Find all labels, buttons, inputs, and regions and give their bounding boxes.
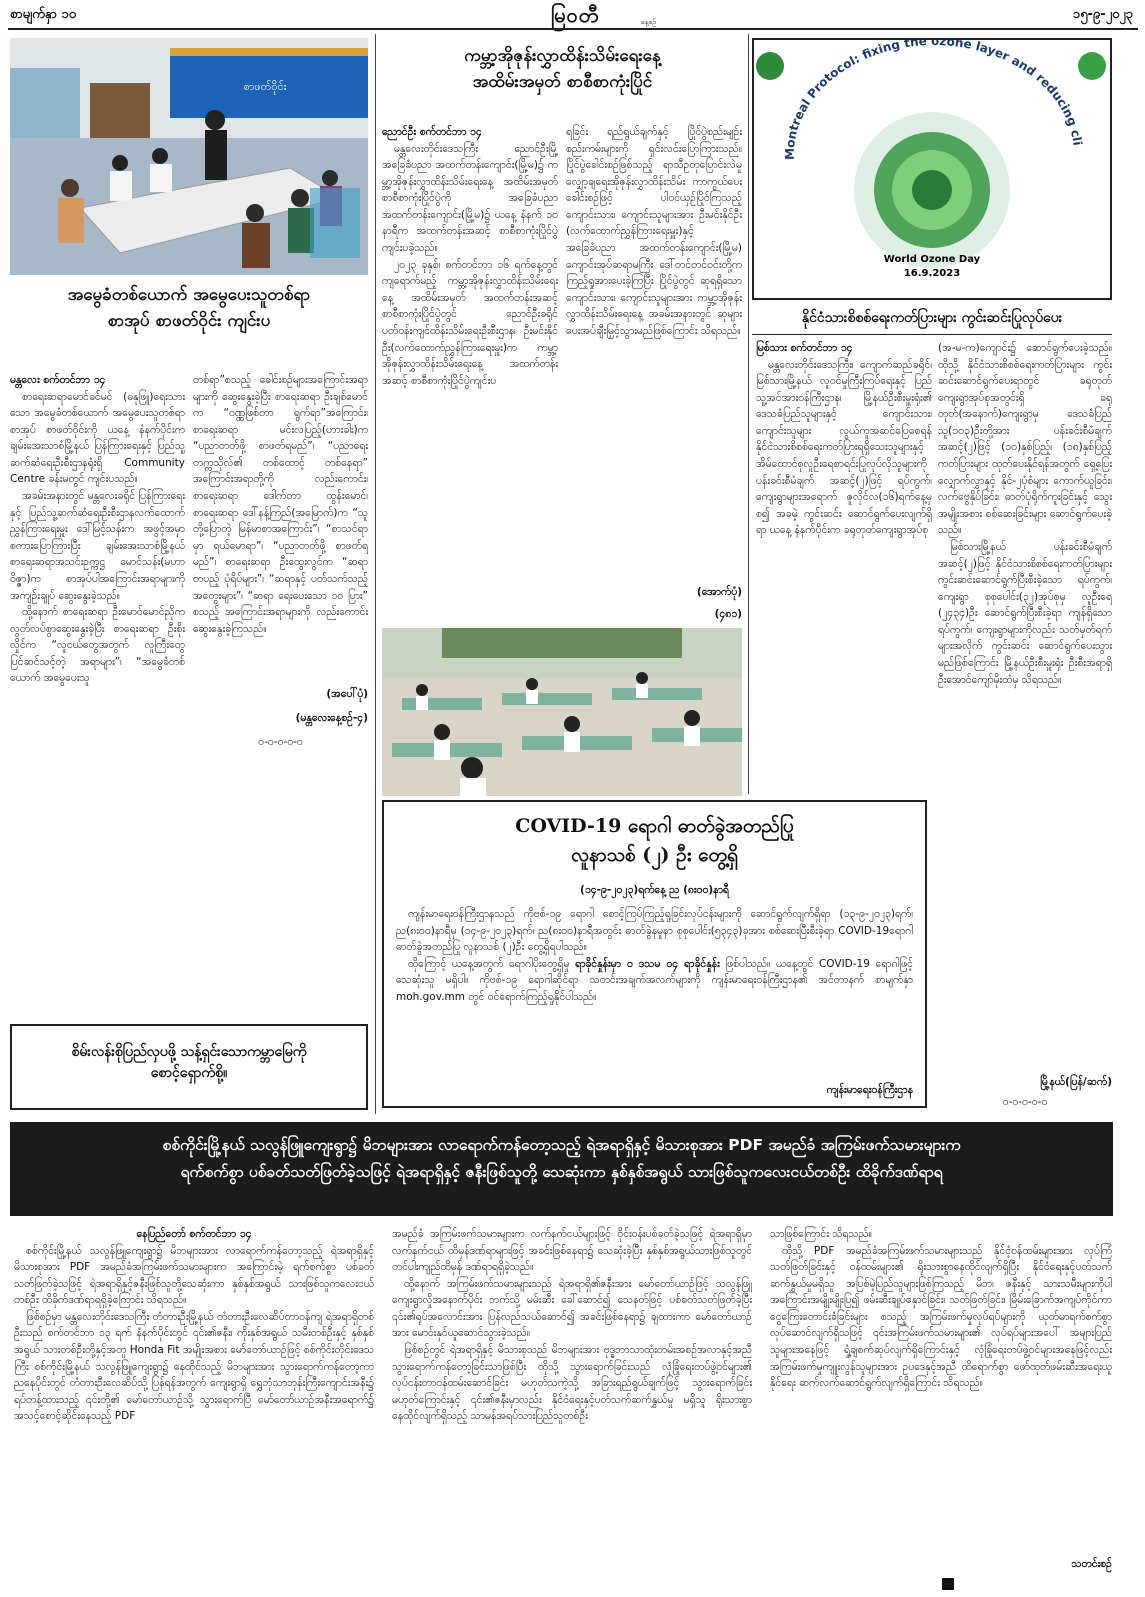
article2-title xyxy=(380,44,745,95)
masthead-title: မြဝတီ xyxy=(550,3,600,27)
lead-headline xyxy=(10,1132,1113,1186)
ozone-poster xyxy=(752,38,1112,300)
article3-title: နိုင်ငံသားစိစစ်ရေးကတ်ပြားများ ကွင်းဆင်းပြုလုပ်ပေး xyxy=(801,310,1063,326)
article2-para1: မန္တလေးတိုင်းဒေသကြီး ညောင်ဦးမြို့ အခြေခံပညာ အထက်တန်းကျောင်း(မြို့မ)၌ ကမ္ဘာ့အိုဇုန်းလွှာထိန်းသိမ်းရေးနေ့ အထိမ်းအမှတ် စာစီစာကုံးပြိုင်ပွဲကို အခြေခံပညာအထက်တန်းကျောင်း(မြို့မ)၌ ယနေ့ နံနက် ၁၀ နာရီက အထက်တန်းအဆင့် စာစီစာကုံးပြိုင်ပွဲ ကျင်းပခဲ့သည်။ xyxy=(382,142,558,255)
article4-col3 xyxy=(770,1226,1112,1526)
article3-col1 xyxy=(756,340,932,704)
article4-para5: ဖြစ်စဉ်တွင် ရဲအရာရှိနှင့် မိသားစုသည် မိဘများအား ဗုဒ္ဓဘာသာထုံးတမ်းအစဉ်အလာနှင့်အညီ သွားရောက်ကန်တော့ခြင်းသာဖြစ်ပြီး ထိုသို့ သွားရောက်ခြင်းသည် လုံခြုံရေးတပ်ဖွဲ့ဝင်များ၏ လုပ်ငန်းတာဝန်ထမ်းဆောင်ခြင်း မဟုတ်သကဲ့သို့ အခြားရည်ရွယ်ချက်ဖြင့် သွားရောက်ခြင်း မဟုတ်ကြောင်းနှင့် ၎င်း၏ဇနီးမှာလည်း နိုင်ငံရေးနှင့်ပတ်သက်ဆက်နွှယ်မှု မရှိသူ ရိုးသားစွာ နေထိုင်လျက်ရှိသည့် သာမန်အရပ်သားပြည်သူတစ်ဦး xyxy=(392,1344,752,1423)
article2-para2: ၂၀၂၃ ခုနှစ်၊ စက်တင်ဘာ ၁၆ ရက်နေ့တွင်ကျရောက်မည့် ကမ္ဘာ့အိုဇုန်းလွှာထိန်းသိမ်းရေးနေ့ အထိမ်းအမှတ် အထက်တန်းအဆင့် စာစီစာကုံးပြိုင်ပွဲတွင် ညောင်ဦးခရိုင် ပတ်ဝန်းကျင်ထိန်းသိမ်းရေးဦးစီးဌာန၊ ဦးမင်းနိုင်ဦး(လက်ထောက်ညွှန်ကြားရေးမှူး)က ကမ္ဘာ့အိုဇုန်းလွှာထိန်းသိမ်းရေးနေ့ အထက်တန်းအဆင့် စာစီစာကုံးပြိုင်ပွဲကျင်းပ xyxy=(382,258,558,387)
article1-title-line1: အမွေခံတစ်ယောက် အမွေပေးသူတစ်ရာ xyxy=(67,285,311,305)
article3-para1: မန္တလေးတိုင်းဒေသကြီး၊ ကျောက်ဆည်ခရိုင်၊ မြစ်သားမြို့နယ် လူဝင်မှုကြီးကြပ်ရေးနှင့် ပြည်သူ့အင်အားဝန်ကြီးဌာန၊ မြို့နယ်ဦးစီးမှူးရုံး၏ ဒေသခံပြည်သူများနှင့် ကျောင်းသား၊ ကျောင်းသူများ လွယ်ကူအဆင်ပြေစေရန် နိုင်ငံသားစိစစ်ရေးကတ်ပြားရရှိသေးသူများနှင့် အိမ်ထောင်စုလူဦးရေစာရင်းပြုလုပ်လိုသူများကို ပန်းခင်းစီမံချက် အဆင့်(၂)ဖြင့် ရပ်ကွက်၊ ကျေးရွာများအရောက် ဇူလိုင်လ(၁၆)ရက်နေ့မှစ၍ အခမဲ့ ကွင်းဆင်း ဆောင်ရွက်ပေးလျက်ရှိရာ ယနေ့ နံနက်ပိုင်းက ခရုတုတ်ကျေးရွာအုပ်စု xyxy=(756,358,932,537)
issue-date: ၁၅-၉-၂၀၂၃ xyxy=(1072,7,1133,22)
article4-para2: ဖြစ်စဉ်မှာ မန္တလေးတိုင်းဒေသကြီး တံတားဦးမြို့နယ် တံတားဦးလေဆိပ်တာဝန်ကျ ရဲအရာရှိတစ်ဦးသည် စက်တင်ဘာ ၁၃ ရက် နံနက်ပိုင်းတွင် ၎င်း၏ဇနီး၊ ကိုးနှစ်အရွယ် သမီးတစ်ဦးနှင့် နှစ်နှစ်အရွယ် သားတစ်ဦးတို့နှင့်အတူ Honda Fit အမျိုးအစား မော်တော်ယာဉ်ဖြင့် စစ်ကိုင်းတိုင်းဒေသကြီး စစ်ကိုင်းမြို့နယ် သလွန်ဖြူကျေးရွာ၌ နေထိုင်သည့် မိဘများအား သွားရောက်ကန်တော့ကာ ညနေပိုင်းတွင် တံတားဦးလေဆိပ်သို့ ပြန်ရန်အတွက် ကျေးရွာရှိ ရွှေဘုံသာဘုန်းကြီးကျောင်းအနီး၌ ရပ်တန့်ထားသည့် ၎င်းတို့၏ မော်တော်ယာဉ်သို့ သွားရောက်ပြီ မော်တော်ယာဉ်အနီးအရောက်၌ အသင့်စောင့်ဆိုင်းနေသည့် PDF xyxy=(14,1310,374,1423)
article3-col2-text: (အ-မ-က)ကျောင်း၌ ဆောင်ရွက်ပေးခဲ့သည်။ ထိုသို့ နိုင်ငံသားစိစစ်ရေးကတ်ပြားများ ကွင်းဆင်းဆောင်ရွက်ပေးရာတွင် ခရုတုတ်ကျေးရွာအုပ်စုအတွင်းရှိ ခရုတုတ်(အနောက်)ကျေးရွာမှ ဒေသခံပြည်သူ(၁၀၃)ဦးတို့အား ပန်းခင်းစီမံချက် အဆင့်(၂)ဖြင့် (၁၀)နှစ်ပြည့်၊ (၁၈)နှစ်ပြည့်ကတ်ပြားများ ထုတ်ပေးနိုင်ရန်အတွက် ရှေ့ပြေးလျှောက်လွှာနှင့် နိုင်-၂ပုံစံများ ကောက်ယူခြင်း၊ လက်ဗွေနှိပ်ခြင်း၊ ဓာတ်ပုံရိုက်ကူးခြင်းနှင့် သွေးအမျိုးအစား စစ်ဆေးခြင်းများ ဆောင်ရွက်ပေးခဲ့သည်။ xyxy=(938,342,1112,537)
article4-source: သတင်းစဉ် xyxy=(1071,1558,1112,1570)
poster-arc-text: Montreal Protocol: fixing the ozone layer and reducing cli xyxy=(782,40,1085,161)
article4-para3: အမည်ခံ အကြမ်းဖက်သမားများက လက်နက်ငယ်များဖြင့် ဝိုင်းဝန်းပစ်ခတ်ခဲ့သဖြင့် ရဲအရာရှိမှာ လက်နက်ငယ် ထိမှန်ဒဏ်ရာများဖြင့် အခင်းဖြစ်နေရာ၌ သေဆုံးခဲ့ပြီး နှစ်နှစ်အရွယ်သားဖြစ်သူတွင် တင်ပါးကျည်ထိမှန် ဒဏ်ရာရရှိခဲ့သည်။ xyxy=(392,1228,752,1274)
column-rule-2 xyxy=(748,34,749,794)
covid-para2-pre: ထိုကြောင့် ယနေ့အတွက် ရောဂါပိုးတွေ့ရှိမှု xyxy=(408,957,576,970)
covid-title-line2: လူနာသစ် (၂) ဦး တွေ့ရှိ xyxy=(571,843,738,866)
covid-body xyxy=(396,906,913,1056)
article2-col2-text: ရခြင်း ရည်ရွယ်ချက်နှင့် ပြိုင်ပွဲစည်းမျဉ်းစည်းကမ်းများကို ရှင်းလင်းပြောကြားသည်။ ပြိုင်ပွဲခေါင်းစဉ်ဖြစ်သည့် ရာသီဥတုပြောင်းလဲမှု လျှော့ချရေးအိုဇုန်းလွှာထိန်းသိမ်း ကာကွယ်ပေး ခေါင်းစဉ်ဖြင့် ပါဝင်ယှဉ်ပြိုင်ကြသည့် ကျောင်းသား၊ ကျောင်းသူများအား ဦးမင်းနိုင်ဦး (လက်ထောက်ညွှန်ကြားရေးမှူး)နှင့် အခြေခံပညာ အထက်တန်းကျောင်း(မြို့မ) ကျောင်းအုပ်ဆရာမကြီး ဒေါ်တင်တင်ဝင်းတို့က ကြည့်ရှုအားပေးခဲ့ကြပြီး ပြိုင်ပွဲတွင် ဆုရရှိသော ကျောင်းသား၊ ကျောင်းသူများအား ကမ္ဘာ့အိုဇုန်းလွှာထိန်းသိမ်းရေးနေ့ အခမ်းအနားတွင် ဆုများပေးအပ်ချီးမြှင့်သွားမည်ဖြစ်ကြောင်း သိရသည်။ xyxy=(566,126,742,337)
slogan-line2: စောင့်ရှောက်စို့။ xyxy=(150,1065,228,1081)
article2-dateline: ညောင်ဦး စက်တင်ဘာ ၁၄ xyxy=(382,126,482,138)
article1-para1: စာရေးဆရာမောင်ခင်မင် (ဓနုဖြူ)ရေးသားသော အမွေခံတစ်ယောက် အမွေပေးသူတစ်ရာ စာအုပ် စာဖတ်ဝိုင်းကို ယနေ့ နံနက်ပိုင်းက ချမ်းအေးသာစံမြို့နယ် ပြန်ကြားရေးနှင့် ပြည်သူ့ဆက်ဆံရေးဦးစီးဌာနရုံးရှိ Community Centre ခန်းမတွင် ကျင်းပသည်။ xyxy=(10,390,185,486)
article1-title-line2: စာအုပ် စာဖတ်ဝိုင်း ကျင်းပ xyxy=(107,310,271,331)
covid-title xyxy=(384,812,925,869)
photo-banner-text: စာဖတ်ဝိုင်း xyxy=(243,80,287,93)
article1-source: (မန္တလေးနေ့စဉ်-၄) xyxy=(295,712,368,724)
article1-title xyxy=(10,283,368,334)
lead-headline-line2: ရက်စက်စွာ ပစ်ခတ်သတ်ဖြတ်ခဲ့သဖြင့် ရဲအရာရှိနှင့် ဇနီးဖြစ်သူတို့ သေဆုံးကာ နှစ်နှစ်အရွယ် သားဖြစ်သူကလေးငယ်တစ်ဦး ထိခိုက်ဒဏ်ရာရ xyxy=(180,1163,943,1182)
article2-col1 xyxy=(382,124,558,634)
covid-source: ကျန်းမာရေးဝန်ကြီးဌာန xyxy=(826,1084,913,1096)
article3-col2-text2: မြစ်သားမြို့နယ် ပန်းခင်းစီမံချက်အဆင့်(၂)ဖြင့် နိုင်ငံသားစိစစ်ရေးကတ်ပြားများကွင်းဆင်းဆောင်ရွက်ပြီးစီးခဲ့သော ရပ်ကွက်၊ ကျေးရွာ စုစုပေါင်း(၃၂)အုပ်စုမှ လူဦးရေ (၂၄၃၄)ဦး ဆောင်ရွက်ပြီးစီးခဲ့ရာ ကျန်ရှိသော ရပ်ကွက်၊ ကျေးရွာများကိုလည်း သတ်မှတ်ရက်များအလိုက် ကွင်းဆင်း ဆောင်ရွက်ပေးသွားမည်ဖြစ်ကြောင်း မြို့နယ်ဦးစီးမှူးရုံး ဦးစီးအရာရှိ ဦးအောင်ကျော်မိုးထံမှ သိရသည်။ xyxy=(938,540,1112,686)
article1-para2: အခမ်းအနားတွင် မန္တလေးခရိုင် ပြန်ကြားရေးနှင့် ပြည်သူ့ဆက်ဆံရေးဦးစီးဌာနလက်ထောက်ညွှန်ကြားရေးမှူး ဒေါ်မြင့်သန်းက အဖွင့်အမှာစကားပြောကြားပြီး ချမ်းအေးသာစံမြို့နယ် စာရေးဆရာအသင်းဥက္ကဋ္ဌ မောင်သန်း(မဟာဝိဇ္ဇာ)က စာအုပ်ပါအကြောင်းအရာများကို အကျဉ်းချုပ် ဆွေးနွေးခဲ့သည်။ xyxy=(10,490,185,602)
covid-para2 xyxy=(396,956,913,1006)
article4-col1 xyxy=(14,1226,374,1594)
article3-col2 xyxy=(938,340,1112,1020)
article4-dateline: နေပြည်တော် စက်တင်ဘာ ၁၄ xyxy=(136,1228,252,1240)
article4-para7: ထိုသို့ PDF အမည်ခံအကြမ်းဖက်သမားများသည် နိုင်ငံ့ဝန်ထမ်းများအား လုပ်ကြံသတ်ဖြတ်ခြင်းနှင့် ဝန်ထမ်းများ၏ ရိုးသားစွာနေထိုင်လျက်ရှိပြီး နိုင်ငံရေးနှင့်ပတ်သက်ဆက်နွှယ်မှုမရှိသူ အပြစ်မဲ့ပြည်သူများဖြစ်ကြသည့် မိဘ၊ ဇနီးနှင့် သားသမီးများကိုပါ အကြောင်းအမျိုးမျိုးပြ၍ ဖမ်းဆီးချုပ်နှောင်ခြင်း၊ သတ်ဖြတ်ခြင်း၊ မြိမ်းခြောက်အကျပ်ကိုင်ကာ ငွေကြေးတောင်းခံခြင်းများ စသည့် အကြမ်းဖက်မှုလုပ်ရပ်များကို ယုတ်မာရက်စက်စွာ လုပ်ဆောင်လျက်ရှိသဖြင့် ၎င်းအကြမ်းဖက်သမားများ၏ လုပ်ရပ်များအပေါ် အများပြည်သူများအနေဖြင့် ရှုံ့ချစက်ဆုပ်လျက်ရှိကြောင်းနှင့် လုံခြုံရေးတပ်ဖွဲ့ဝင်များအနေဖြင့်လည်း အကြမ်းဖက်မှုကျူးလွန်သူများအား ဥပဒေနှင့်အညီ ထိရောက်စွာ ဖော်ထုတ်ဖမ်းဆီးအရေးယူနိုင်ရေး ဆက်လက်ဆောင်ရွက်လျက်ရှိကြောင်း သိရသည်။ xyxy=(770,1244,1112,1390)
article1-end-mark: ၀-၀-၀-၀-၀ xyxy=(258,736,303,748)
covid-para1: ကျန်းမာရေးဝန်ကြီးဌာနသည် ကိုဗစ်-၁၉ ရောဂါ စောင့်ကြပ်ကြည့်ရှုခြင်းလုပ်ငန်းများကို ဆောင်ရွက်လျက်ရှိရာ (၁၃-၉-၂၀၂၃)ရက်၊ ည(၈း၀၀)နာရီမှ (၁၄-၉-၂၀၂၃)ရက်၊ ည(၈း၀၀)နာရီအတွင်း ဓာတ်ခွဲနမူနာ စုစုပေါင်း(၅၃၄၃)ခုအား စစ်ဆေးပြီးစီးခဲ့ရာ COVID-19ရောဂါ ဓာတ်ခွဲအတည်ပြု လူနာသစ် (၂)ဦး တွေ့ရှိရပါသည်။ xyxy=(396,908,913,954)
article1-col1 xyxy=(10,372,185,782)
article2-photo-credit: (အောက်ပုံ) xyxy=(696,586,742,598)
header-rule xyxy=(8,28,1138,30)
article3-end-mark: ၀-၀-၀-၀-၀ xyxy=(1002,1096,1048,1108)
covid-para2-post: ဖြစ်ပါသည်။ ယနေ့တွင် COVID-19 ရောဂါဖြင့် သေဆုံးသူ မရှိပါ။ ကိုဗစ်-၁၉ ရောဂါဆိုင်ရာ သတင်းအချက်အလက်များကို ကျန်းမာရေးဝန်ကြီးဌာန၏ အင်တာနက် စာမျက်နှာ moh.gov.mm တွင် ဝင်ရောက်ကြည့်ရှုနိုင်ပါသည်။ xyxy=(396,957,913,1003)
lead-banner xyxy=(10,1122,1113,1216)
slogan-line1: စိမ်းလန်းစိုပြည်လှပဖို့ သန့်ရှင်းသောကမ္ဘာမြေကို xyxy=(71,1044,307,1060)
column-rule xyxy=(375,34,376,1114)
article2-title-line1: ကမ္ဘာ့အိုဇုန်းလွှာထိန်းသိမ်းရေးနေ့ xyxy=(464,46,661,66)
covid-positivity-rate: ရာခိုင်နှုန်းမှာ ၀ ဒသမ ၀၄ ရာခိုင်နှုန်း xyxy=(575,957,720,970)
article2-source: (၄၈၁) xyxy=(714,608,742,620)
article2-title-line2: အထိမ်းအမှတ် စာစီစာကုံးပြိုင် xyxy=(472,71,653,92)
article4-para4: ထို့နောက် အကြမ်းဖက်သမားများသည် ရဲအရာရှိ၏ဇနီးအား မော်တော်ယာဉ်ဖြင့် သလွန်ဖြူကျေးရွာလှိုအနောက်ပိုင်း ဘက်သို့ မမ်းဆီး ခေါ်ဆောင်၍ သေနတ်ဖြင့် ပစ်ခတ်သတ်ဖြတ်ခဲ့ပြီး ၎င်း၏ရုပ်အလောင်းအား ပြန်လည်သယ်ဆောင်၍ အခင်းဖြစ်နေရာ၌ ချထားကာ မော်တော်ယာဉ်အား မောင်းနှင်ယူဆောင်သွားခဲ့သည်။ xyxy=(392,1277,752,1340)
article1-photo xyxy=(10,38,368,275)
article1-photo-credit: (အပေါ်ပုံ) xyxy=(326,688,368,700)
poster-footer2: 16.9.2023 xyxy=(903,268,961,279)
covid-box xyxy=(382,800,927,1108)
masthead xyxy=(490,2,660,28)
masthead-subtitle: နေ့စဉ် xyxy=(640,18,656,26)
article1-para3: ထို့နောက် စာရေးဆရာ ဦးမောင်မောင်ညိုက လွတ်လပ်စွာဆွေးနွေးခဲ့ပြီး စာရေးဆရာ ဦးစိုးလှိုင်က “လူငယ်တွေအတွက် လူကြီးတွေ ပြင်ဆင်သင့်တဲ့ အရာများ”၊ “အမွေခံတစ်ယောက် အမွေပေးသူ xyxy=(10,606,185,685)
article2-photo xyxy=(382,628,742,796)
lead-headline-line1: စစ်ကိုင်းမြို့နယ် သလွန်ဖြူကျေးရွာ၌ မိဘများအား လာရောက်ကန်တော့သည့် ရဲအရာရှိနှင့် မိသားစုအား PDF အမည်ခံ အကြမ်းဖက်သမားများက xyxy=(162,1136,961,1154)
covid-title-line1: COVID-19 ရောဂါ ဓာတ်ခွဲအတည်ပြု xyxy=(515,815,794,837)
slogan-text xyxy=(12,1042,366,1084)
article3-source: မြို့နယ်(ပြန်/ဆက်) xyxy=(1039,1076,1112,1088)
covid-subtitle: (၁၄-၉-၂၀၂၃)ရက်နေ့ ည (၈း၀၀)နာရီ xyxy=(580,884,729,896)
article1-col2 xyxy=(193,372,368,682)
article4-para1: စစ်ကိုင်းမြို့နယ် သလွန်ဖြူကျေးရွာ၌ မိဘများအား လာရောက်ကန်တော့သည့် ရဲအရာရှိနှင့် မိသားစုအား PDF အမည်ခံအကြမ်းဖက်သမားများက အကြောင်းမဲ့ ရက်စက်စွာ ပစ်ခတ်သတ်ဖြတ်ခဲ့သဖြင့် ရဲအရာရှိနှင့်ဇနီးဖြစ်သူတို့သေဆုံးကာ နှစ်နှစ်အရွယ် သားဖြစ်သူကလေးငယ်တစ်ဦး ထိခိုက်ဒဏ်ရာရရှိခဲ့ကြောင်း သိရသည်။ xyxy=(14,1244,374,1307)
article1-dateline: မန္တလေး စက်တင်ဘာ ၁၄ xyxy=(10,374,106,386)
slogan-box xyxy=(10,1024,368,1110)
poster-footer1: World Ozone Day xyxy=(883,254,981,265)
article4-para6: သာဖြစ်ကြောင်း သိရသည်။ xyxy=(770,1228,872,1240)
article2-col2 xyxy=(566,124,742,564)
article4-col2 xyxy=(392,1226,752,1594)
article3-dateline: မြစ်သား စက်တင်ဘာ ၁၄ xyxy=(756,342,853,354)
article1-col2-text: တစ်ရာ”စသည့် ခေါင်းစဉ်များအကြောင်းအရာများကို ဆွေးနွေးခဲ့ပြီး စာရေးဆရာ ဦးချစ်မောင်က “ဝဏ္ဏဖြစ်တာ ရွက်ရာ”အကြောင်း၊ စာရေးဆရာ မင်းလပြည့်(ဟားခါး)က “ပညာတတ်ဖို့ စာဖတ်ရမည်”၊ “ပညာရေး တက္ကသိုလ်၏ တစ်ထောင့် တစ်နေရာ” အကြောင်းအရာတို့ကို လည်းကောင်း၊ စာရေးဆရာ ဒေါက်တာ ထွန်းမောင်၊ စာရေးဆရာ ဒေါ်နန့်ကြည်(အမြောက်)က “သူတို့ပြောတဲ့ မြန်မာစာအကြောင်း”၊ “စာသင်ရာမှာ ရယ်မောရာ”၊ “ပညာတတ်ဖို့ စာဖတ်ရမည်”၊ စာရေးဆရာ ဦးထွေးလွင်က “ဆရာ တပည့် ပုံရိပ်များ”၊ “ဆရာနှင့် ပတ်သက်သည့်အတွေးများ”၊ “ဆရာ ရေးပေးသော ၁၀ ပြား” စသည့် အကြောင်းအရာများကို လည်းကောင်း ဆွေးနွေးခဲ့ကြသည်။ xyxy=(193,374,368,635)
article3-title-rule xyxy=(752,334,1112,335)
end-square xyxy=(942,1578,954,1590)
page-label: စာမျက်နှာ ၁၀ xyxy=(10,7,77,22)
